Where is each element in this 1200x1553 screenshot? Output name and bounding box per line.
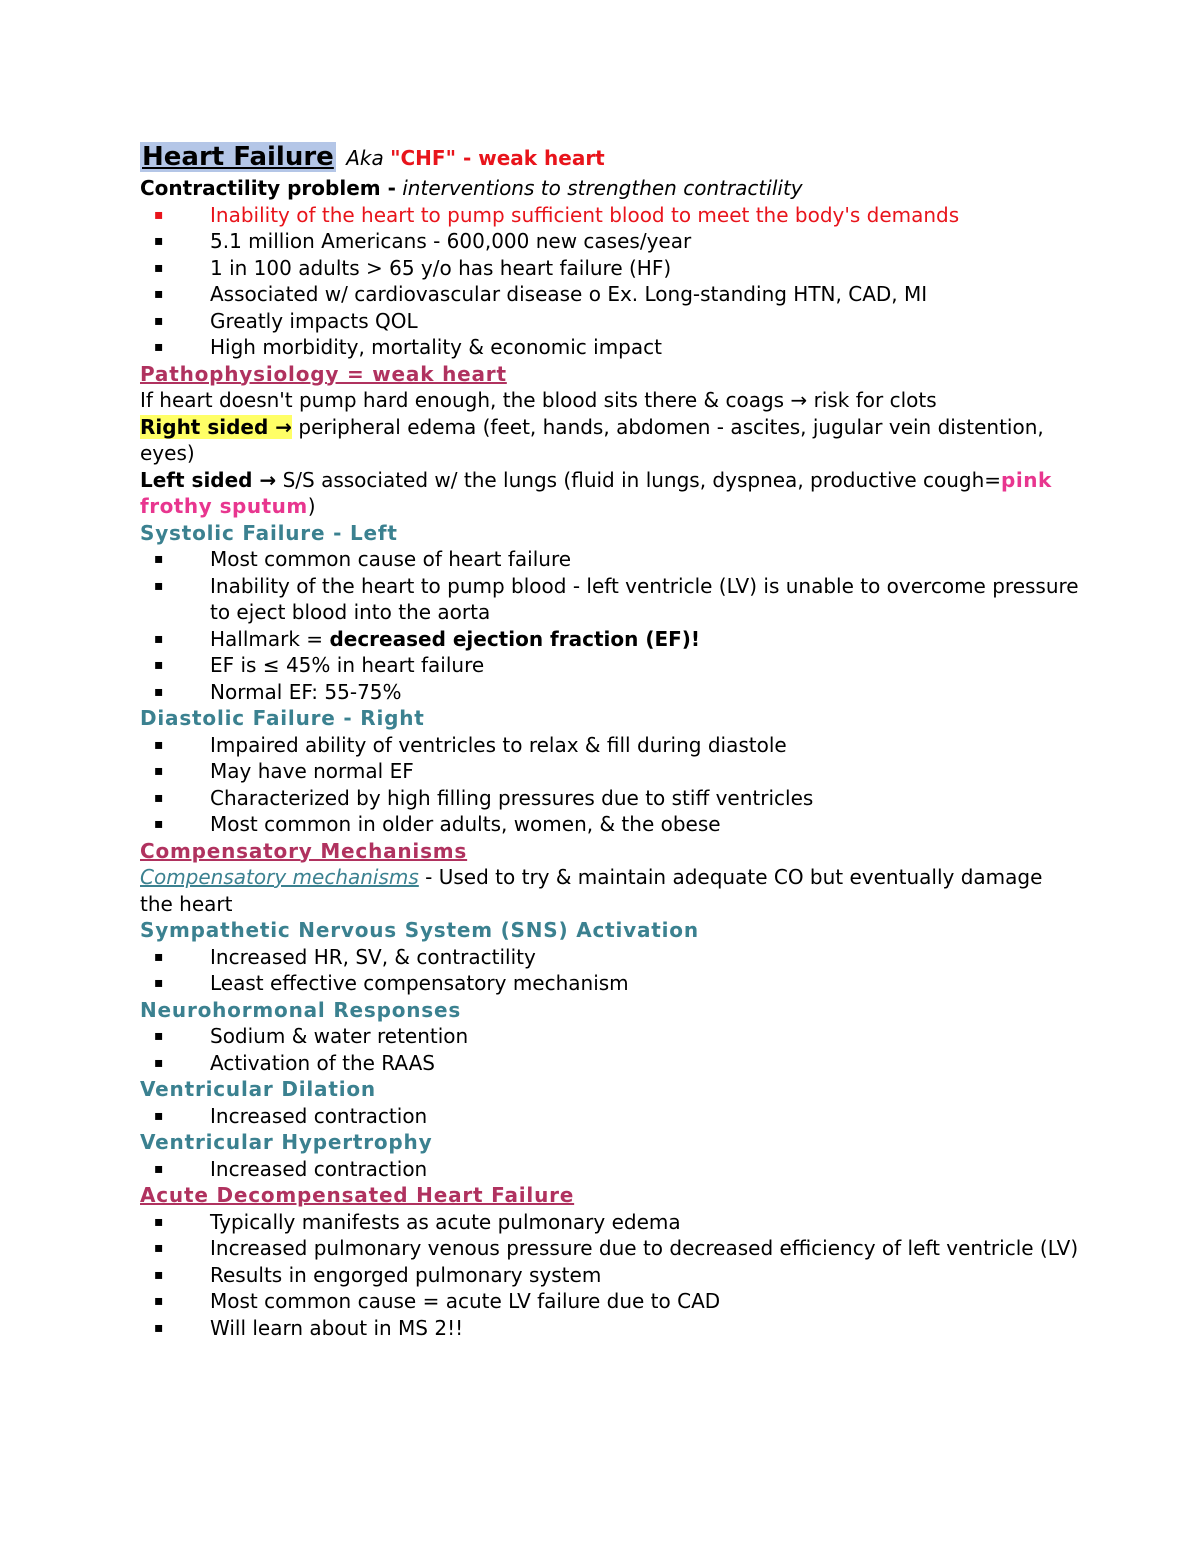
bullet-icon: ▪	[154, 339, 164, 355]
bullet-icon: ▪	[154, 948, 164, 965]
right-sided-label: Right sided →	[140, 414, 293, 439]
bullet-icon: ▪	[154, 259, 164, 276]
section-heading-sns: Sympathetic Nervous System (SNS) Activation	[140, 918, 699, 942]
section-heading-diastolic: Diastolic Failure - Right	[140, 706, 425, 730]
section-heading-systolic: Systolic Failure - Left	[140, 520, 398, 545]
document-body	[140, 140, 1080, 1341]
bullet-icon: ▪	[154, 1266, 164, 1283]
bullet-icon: ▪	[154, 816, 164, 832]
bullet-icon: ▪	[154, 763, 164, 779]
list-item: ▪ Least effective compensatory mechanism	[154, 971, 629, 995]
sns-list	[140, 944, 1080, 997]
compensatory-link[interactable]: Compensatory mechanisms	[140, 865, 419, 889]
section-heading-pathophysiology: Pathophysiology = weak heart	[140, 361, 507, 386]
list-item: ▪ Activation of the RAAS	[154, 1050, 435, 1075]
list-item: ▪ Will learn about in MS 2!!	[154, 1315, 464, 1340]
page-title: Heart Failure	[142, 142, 334, 172]
bullet-icon: ▪	[154, 1160, 164, 1177]
section-heading-compensatory: Compensatory Mechanisms	[140, 838, 468, 863]
aka-label: Aka	[346, 146, 384, 170]
left-sided-label: Left sided →	[140, 467, 277, 492]
subtitle-bold: Contractility problem -	[140, 176, 396, 200]
patho-line: If heart doesn't pump hard enough, the blood sits there & coags → risk for clots	[140, 388, 937, 412]
section-heading-neurohormonal: Neurohormonal Responses	[140, 997, 462, 1022]
list-item: ▪ High morbidity, mortality & economic impact	[154, 335, 662, 359]
list-item: ▪ May have normal EF	[154, 759, 414, 783]
hypertrophy-list	[140, 1156, 1080, 1183]
list-item: ▪ Associated w/ cardiovascular disease o Ex. Long-standing HTN, CAD, MI	[154, 282, 928, 306]
list-item: ▪ Increased pulmonary venous pressure due to decreased efficiency of left ventricle (LV)	[154, 1236, 1079, 1260]
bullet-icon: ▪	[154, 683, 164, 700]
bullet-icon: ▪	[154, 975, 164, 991]
list-item: ▪ Most common cause = acute LV failure due to CAD	[154, 1289, 721, 1313]
list-item: ▪ Most common cause of heart failure	[154, 547, 572, 571]
bullet-icon: ▪	[154, 789, 164, 806]
bullet-icon: ▪	[154, 1107, 164, 1124]
compensatory-text: - Used to try & maintain adequate CO but eventually damage the heart	[140, 865, 1043, 916]
list-item: ▪ Results in engorged pulmonary system	[154, 1262, 602, 1287]
left-sided-text: S/S associated w/ the lungs (fluid in lungs, dyspnea, productive cough=	[282, 467, 1002, 492]
section-heading-dilation: Ventricular Dilation	[140, 1077, 376, 1101]
section-heading-acute: Acute Decompensated Heart Failure	[140, 1183, 575, 1207]
list-item: ▪ Sodium & water retention	[154, 1024, 469, 1048]
right-sided-paragraph	[140, 414, 1080, 467]
list-item: ▪ 1 in 100 adults > 65 y/o has heart failure (HF)	[154, 255, 672, 280]
subtitle-line	[140, 175, 1080, 202]
bullet-icon: ▪	[154, 1240, 164, 1256]
intro-list	[140, 202, 1080, 361]
bullet-icon: ▪	[154, 1213, 164, 1230]
list-item: ▪ Typically manifests as acute pulmonary edema	[154, 1209, 681, 1234]
bullet-icon: ▪	[154, 736, 164, 753]
list-item: ▪ Increased contraction	[154, 1103, 428, 1128]
section-heading-hypertrophy: Ventricular Hypertrophy	[140, 1130, 433, 1154]
right-sided-text: peripheral edema (feet, hands, abdomen - ascites, jugular vein distention, eyes)	[140, 414, 1044, 465]
bullet-icon: ▪	[154, 206, 164, 223]
list-item: ▪ 5.1 million Americans - 600,000 new cases/year	[154, 229, 692, 253]
bullet-icon: ▪	[154, 1293, 164, 1309]
title-line	[140, 140, 1080, 175]
bullet-icon: ▪	[154, 630, 164, 647]
dilation-list	[140, 1103, 1080, 1130]
pink-frothy-sputum: pink frothy sputum	[140, 467, 1052, 518]
bullet-icon: ▪	[154, 1028, 164, 1044]
list-item: ▪ EF is ≤ 45% in heart failure	[154, 653, 485, 677]
list-item: ▪ Most common in older adults, women, & the obese	[154, 812, 721, 836]
bullet-icon: ▪	[154, 286, 164, 302]
bullet-icon: ▪	[154, 577, 164, 594]
left-sided-paragraph: Left sided → S/S associated w/ the lungs (fluid in lungs, dyspnea, productive cough=pink frothy sputum)	[140, 467, 1052, 518]
acute-list	[140, 1209, 1080, 1342]
neuro-list	[140, 1023, 1080, 1076]
diastolic-list	[140, 732, 1080, 838]
bullet-icon: ▪	[154, 312, 164, 329]
list-item: ▪ Normal EF: 55-75%	[154, 679, 402, 704]
list-item: ▪ Impaired ability of ventricles to relax & fill during diastole	[154, 732, 787, 757]
bullet-icon: ▪	[154, 657, 164, 673]
bullet-icon: ▪	[154, 551, 164, 567]
list-item: ▪ Inability of the heart to pump sufficient blood to meet the body's demands	[154, 202, 960, 227]
list-item: ▪ Increased HR, SV, & contractility	[154, 944, 536, 969]
aka-value: "CHF" - weak heart	[390, 146, 605, 170]
list-item: ▪ Greatly impacts QOL	[154, 308, 418, 333]
list-item: ▪ Increased contraction	[154, 1156, 428, 1181]
list-item: ▪ Characterized by high filling pressures due to stiff ventricles	[154, 785, 814, 810]
bullet-icon: ▪	[154, 233, 164, 249]
systolic-list	[140, 546, 1080, 705]
subtitle-italic: interventions to strengthen contractility	[402, 176, 803, 200]
compensatory-paragraph	[140, 864, 1080, 917]
list-item: ▪ Inability of the heart to pump blood - left ventricle (LV) is unable to overcome pressure to eject blood into the aorta	[154, 573, 1079, 624]
list-item: ▪ Hallmark = decreased ejection fraction (EF)!	[154, 626, 701, 651]
bullet-icon: ▪	[154, 1319, 164, 1336]
bullet-icon: ▪	[154, 1054, 164, 1071]
